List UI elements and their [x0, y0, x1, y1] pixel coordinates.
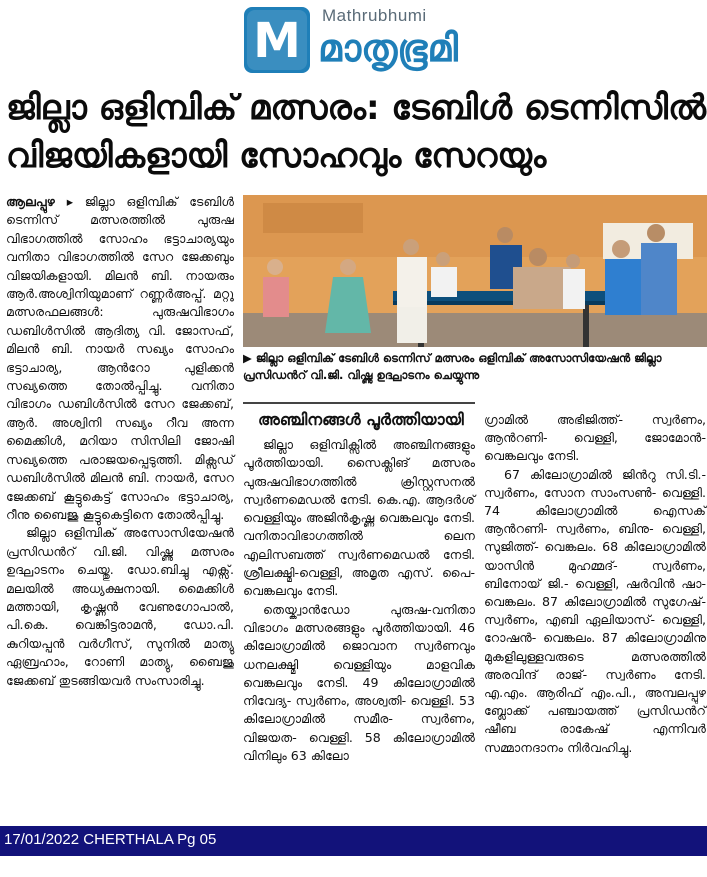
brand-name-english: Mathrubhumi: [322, 6, 427, 25]
lead-paragraph: ജില്ലാ ഒളിമ്പിക് ടേബിൾ ടെന്നിസ് മത്സരത്തിൽ പുരുഷ വിഭാഗത്തിൽ സോഹം ഭട്ടാചാര്യയും വനിതാ വിഭാഗത്തിൽ സേറ ജേക്കബും വിജയികളായി. മിലൻ ബി. നായരും ആർ.അശ്വിനിയുമാണ് റണ്ണർഅപ്പ്. മറ്റു മത്സരഫലങ്ങൾ: പുരുഷവിഭാഗം ഡബിൾസിൽ ആദിത്യ വി. ജോസഫ്, മിലൻ ബി. നായർ സഖ്യം സോഹം ഭട്ടാചാര്യ, ആൻറോ പുളിക്കൻ സഖ്യത്തെ തോൽപ്പിച്ചു. വനിതാ വിഭാഗം ഡബിൾസിൽ സേറ ജേക്കബ്, ആർ. അശ്വിനി സഖ്യം റീവ അന്ന മൈക്കിൾ, മറിയാ സിസിലി ജോഷി സഖ്യത്തെ പരാജയപ്പെടുത്തി. മിക്സഡ് ഡബിൾസിൽ മിലൻ ബി. നായർ, സേറ ജേക്കബ് കൂട്ടുകെട്ട് സോഹം ഭട്ടാചാര്യ, റീനു ബൈജു കൂട്ടുകെട്ടിനെ തോൽപ്പിച്ചു.: [6, 194, 234, 522]
section-divider: [243, 402, 475, 404]
body-paragraph: 67 കിലോഗ്രാമിൽ ജിൻറു സി.ടി.- സ്വർണം, സോന സാംസൺ- വെള്ളി. 74 കിലോഗ്രാമിൽ ഐസക് ആൻറണി- സ്വർണം, ബിനു- വെള്ളി, സുജിത്ത്- വെങ്കലം. 68 കിലോഗ്രാമിൽ യാസിൻ മുഹമ്മദ്- സ്വർണം, ബിനോയ് ജി.- വെള്ളി, ഷർവിൻ ഷാ- വെങ്കലം. 87 കിലോഗ്രാമിൽ സുഗേഷ്- സ്വർണം, എബി ഏലിയാസ്- വെള്ളി, റോഷൻ- വെങ്കലം. 87 കിലോഗ്രാമിനു മുകളിലുള്ളവരുടെ മത്സരത്തിൽ അരവിന്ദ് രാജ്- സ്വർണം നേടി. എ.എം. ആരിഫ് എം.പി., അമ്പലപ്പുഴ ബ്ലോക്ക് പഞ്ചായത്ത് പ്രസിഡൻറ് ഷീബ രാകേഷ് എന്നിവർ സമ്മാനദാനം നിർവഹിച്ചു.: [484, 466, 706, 755]
brand-name-malayalam: മാതൃഭൂമി: [318, 26, 458, 70]
news-photo: [243, 195, 707, 347]
section-heading: അഞ്ചിനങ്ങൾ പൂർത്തിയായി: [258, 410, 464, 429]
body-paragraph: ഗ്രാമിൽ അഭിജിത്ത്- സ്വർണം, ആൻറണി- വെള്ളി, ജോമോൻ- വെങ്കലവും നേടി.: [484, 412, 706, 464]
photo-caption: [243, 350, 707, 384]
page-footer-bar: [0, 826, 707, 856]
body-paragraph: ജില്ലാ ഒളിമ്പിക്സിൽ അഞ്ചിനങ്ങളും പൂർത്തിയായി. സൈക്ലിങ് മത്സരം പുരുഷവിഭാഗത്തിൽ ക്രിസ്റ്റസനൽ സ്വർണമെഡൽ നേടി. കെ.എ. ആദർശ് വെള്ളിയും അജിൻകൃഷ്ണ വെങ്കലവും നേടി. വനിതാവിഭാഗത്തിൽ ലെന എലിസബത്ത് സ്വർണമെഡൽ നേടി. ശ്രീലക്ഷ്മി-വെള്ളി, അമൃത എസ്. പൈ- വെങ്കലവും നേടി.: [243, 437, 475, 599]
photo-caption-text: ജില്ലാ ഒളിമ്പിക് ടേബിൾ ടെന്നിസ് മത്സരം ഒളിമ്പിക് അസോസിയേഷൻ ജില്ലാ പ്രസിഡൻറ് വി.ജി. വിഷ്ണു ഉദ്ഘാടനം ചെയ്യുന്നു: [243, 351, 662, 382]
footer-edition-label: 17/01/2022 CHERTHALA Pg 05: [4, 831, 217, 848]
svg-text:M: M: [253, 13, 301, 69]
article-headline: ജില്ലാ ഒളിമ്പിക് മത്സരം: ടേബിൾ ടെന്നിസിൽ വിജയികളായി സോഹവും സേറയും: [6, 88, 706, 176]
article-column-3: [484, 411, 706, 757]
masthead: [0, 0, 707, 80]
article-column-1: [6, 193, 234, 690]
mathrubhumi-logo-icon: [244, 7, 310, 73]
article-column-2: [243, 436, 475, 765]
body-paragraph: തെയ്ക്വാൻഡോ പുരുഷ-വനിതാ വിഭാഗം മത്സരങ്ങളും പൂർത്തിയായി. 46 കിലോഗ്രാമിൽ ജൊവാന സ്വർണവും ധനലക്ഷ്മി വെള്ളിയും മാളവിക വെങ്കലവും നേടി. 49 കിലോഗ്രാമിൽ നിവേദ്യ- സ്വർണം, അശ്വതി- വെള്ളി. 53 കിലോഗ്രാമിൽ സമീര- സ്വർണം, വിജയത- വെള്ളി. 58 കിലോഗ്രാമിൽ വിനിലും 63 കിലോ: [243, 601, 475, 764]
body-paragraph: ജില്ലാ ഒളിമ്പിക് അസോസിയേഷൻ പ്രസിഡൻറ് വി.ജി. വിഷ്ണു മത്സരം ഉദ്ഘാടനം ചെയ്തു. ഡോ.ബിച്ചു എക്സ്. മലയിൽ അധ്യക്ഷനായി. മൈക്കിൾ മത്തായി, കൃഷ്ണൻ വേണുഗോപാൽ, പി.കെ. വെങ്കിട്ടരാമൻ, ഡോ.പി. കുറിയപ്പൻ വർഗീസ്, സുനിൽ മാത്യു ഏബ്രഹാം, റോണി മാത്യു, ബൈജു ജേക്കബ് തുടങ്ങിയവർ സംസാരിച്ചു.: [6, 525, 234, 688]
dateline: ആലപ്പുഴ ▸: [6, 194, 74, 209]
bottom-margin: [0, 856, 707, 877]
play-icon: ▶: [243, 351, 252, 365]
